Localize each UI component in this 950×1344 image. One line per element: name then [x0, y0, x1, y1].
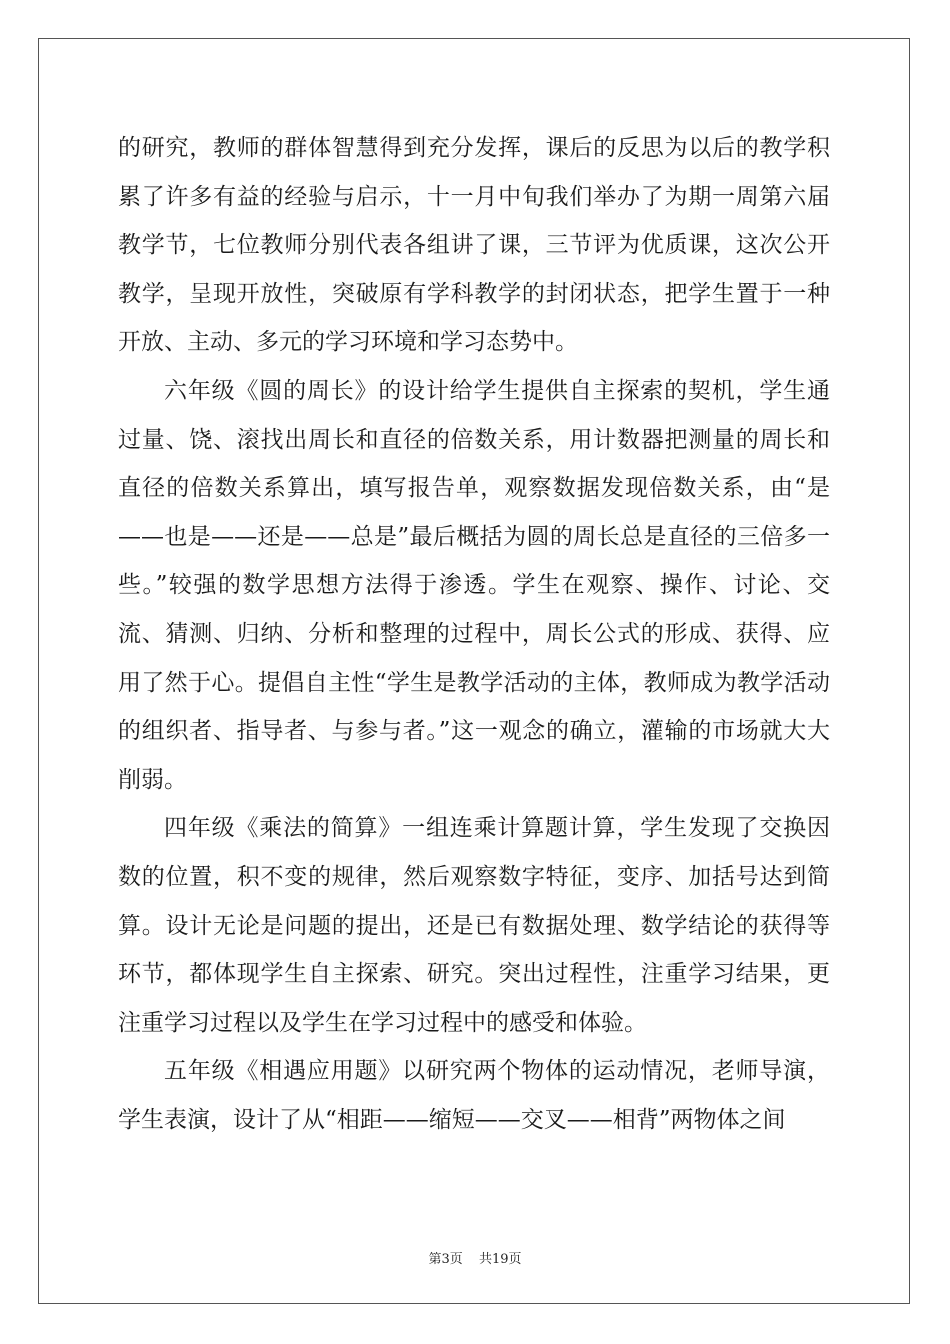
paragraph-1: 的研究，教师的群体智慧得到充分发挥，课后的反思为以后的教学积累了许多有益的经验与启示，十一月中旬我们举办了为期一周第六届教学节，七位教师分别代表各组讲了课，三节评为优质课，这次公开教学，呈现开放性，突破原有学科教学的封闭状态，把学生置于一种开放、主动、多元的学习环境和学习态势中。 — [118, 135, 830, 356]
paragraph-2: 六年级《圆的周长》的设计给学生提供自主探索的契机，学生通过量、饶、滚找出周长和直径的倍数关系，用计数器把测量的周长和直径的倍数关系算出，填写报告单，观察数据发现倍数关系，由“是——也是——还是——总是”最后概括为圆的周长总是直径的三倍多一些。”较强的数学思想方法得于渗透。学生在观察、操作、讨论、交流、猜测、归纳、分析和整理的过程中，周长公式的形成、获得、应用了然于心。提倡自主性“学生是教学活动的主体，教师成为教学活动的组织者、指导者、与参与者。”这一观念的确立，灌输的市场就大大削弱。 — [118, 377, 830, 793]
page-total: 共19页 — [478, 1252, 522, 1267]
paragraph-4: 五年级《相遇应用题》以研究两个物体的运动情况，老师导演，学生表演，设计了从“相距——缩短——交叉——相背”两物体之间 — [118, 1058, 830, 1133]
document-body — [118, 124, 830, 1144]
page-footer — [0, 1248, 950, 1267]
page-number: 第3页 — [428, 1252, 463, 1267]
paragraph-3: 四年级《乘法的简算》一组连乘计算题计算，学生发现了交换因数的位置，积不变的规律，然后观察数字特征，变序、加括号达到简算。设计无论是问题的提出，还是已有数据处理、数学结论的获得等环节，都体现学生自主探索、研究。突出过程性，注重学习结果，更注重学习过程以及学生在学习过程中的感受和体验。 — [118, 815, 830, 1036]
